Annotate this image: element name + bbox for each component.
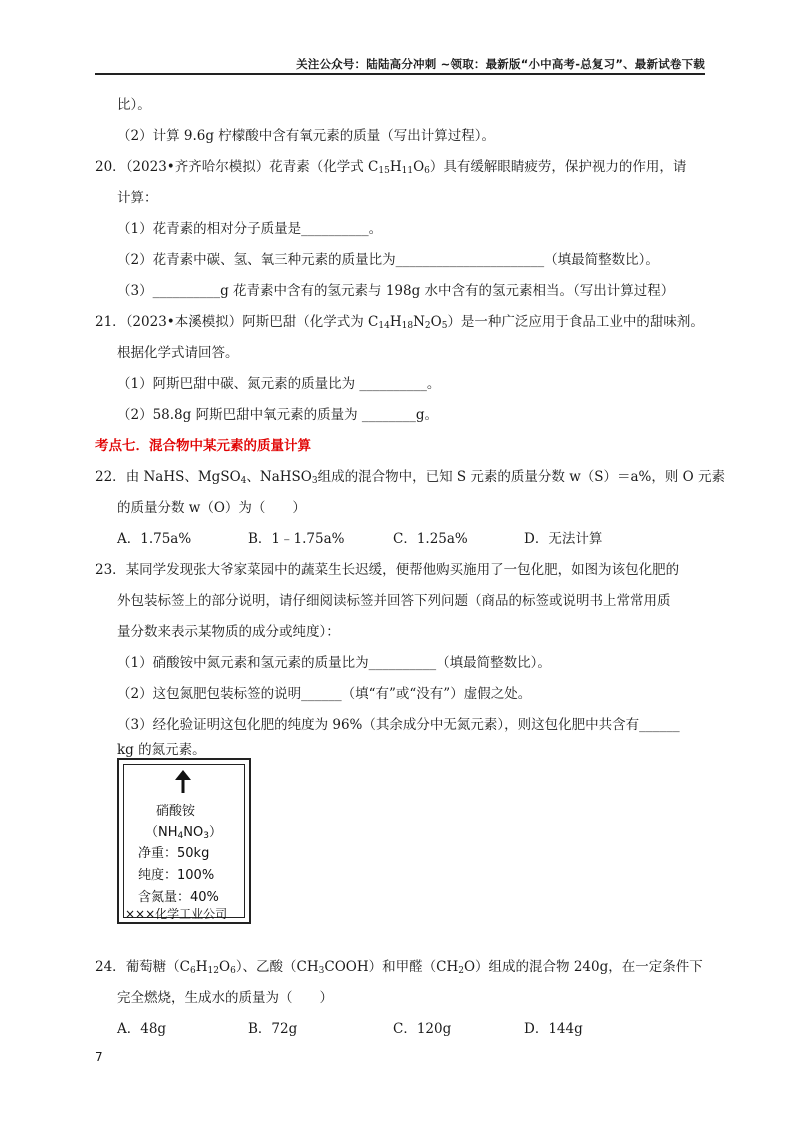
q20-number: 20． xyxy=(95,159,126,175)
page-number: 7 xyxy=(95,1050,103,1064)
q22-choice-c: C．1.25a% xyxy=(393,531,468,547)
q24-choice-b: B．72g xyxy=(248,1021,298,1037)
q22-choice-a: A．1.75a% xyxy=(117,531,192,547)
q24-stem2: 完全燃烧，生成水的质量为（ ） xyxy=(117,990,333,1006)
label-nitrogen-content: 含氮量：40% xyxy=(138,890,219,905)
q24-number: 24． xyxy=(95,959,126,975)
q23-part3b: kg 的氮元素。 xyxy=(117,742,206,758)
q20-stem: 20．（2023•齐齐哈尔模拟）花青素（化学式 $C_{15}H_{11}O_6$）具有缓解眼睛疲劳，保护视力的作用，请 xyxy=(95,159,687,176)
q22-number: 22． xyxy=(95,469,126,485)
q22-stem-part3: 组成的混合物中，已知 S 元素的质量分数 w（S）＝a%，则 O 元素 xyxy=(317,469,726,485)
label-net-weight: 净重：50kg xyxy=(138,846,210,861)
q21-source: （2023•本溪模拟）阿斯巴甜（化学式为 C xyxy=(125,314,379,330)
q22-stem2: 的质量分数 w（O）为（ ） xyxy=(117,500,306,516)
label-purity: 纯度：100% xyxy=(138,868,215,883)
q20-part2: （2）花青素中碳、氢、氧三种元素的质量比为______________________（填最简整数比）。 xyxy=(117,252,659,268)
q22-choice-d: D．无法计算 xyxy=(524,531,603,547)
label-formula-close: ） xyxy=(208,825,222,840)
q24-choice-a: A．48g xyxy=(117,1021,167,1037)
q24-stem: 24．葡萄糖$(C_6H_{12}O_6)$、乙酸$(CH_3COOH)$和甲醛$(CH_2O)$组成的混合物 240g，在一定条件下 xyxy=(95,959,703,976)
q24-stem-part3: COOH）和甲醛（CH xyxy=(324,959,459,975)
q24-stem-part1: 葡萄糖（C xyxy=(125,959,191,975)
q24-stem-part4: O）组成的混合物 240g，在一定条件下 xyxy=(463,959,703,975)
q21-part1: （1）阿斯巴甜中碳、氮元素的质量比为 __________。 xyxy=(117,376,441,392)
q22-stem: 22．由 NaHS、MgSO$_4$、NaHSO$_3$组成的混合物中，已知 S 元素的质量分数 w（S）＝a%，则 O 元素 xyxy=(95,469,726,486)
page-header: 关注公众号：陆陆高分冲刺 ~领取：最新版“小中高考-总复习”、最新试卷下载 xyxy=(95,56,705,75)
q20-source: （2023•齐齐哈尔模拟）花青素（化学式 C xyxy=(125,159,379,175)
q23-part1: （1）硝酸铵中氮元素和氢元素的质量比为__________（填最简整数比）。 xyxy=(117,655,551,671)
q20-part3: （3）__________g 花青素中含有的氢元素与 198g 水中含有的氢元素相当。（写出计算过程） xyxy=(117,283,675,299)
q20-part1: （1）花青素的相对分子质量是__________。 xyxy=(117,221,383,237)
q23-part3: （3）经化验证明这包化肥的纯度为 96%（其余成分中无氮元素），则这包化肥中共含有______ xyxy=(117,717,680,733)
q21-stem2: 根据化学式请回答。 xyxy=(117,345,239,361)
q24-choice-d: D．144g xyxy=(524,1021,583,1037)
q23-part2: （2）这包氮肥包装标签的说明______（填“有”或“没有”）虚假之处。 xyxy=(117,686,532,702)
q22-stem-part1: 由 NaHS、MgSO xyxy=(125,469,241,485)
section-title: 考点七．混合物中某元素的质量计算 xyxy=(95,438,311,454)
q21-stem-end: ）是一种广泛应用于食品工业中的甜味剂。 xyxy=(447,314,704,330)
q21-number: 21． xyxy=(95,314,126,330)
label-formula-open: （NH xyxy=(145,825,178,840)
q23-stem3: 量分数来表示某物质的成分或纯度）： xyxy=(117,624,340,640)
q19-part2: （2）计算 9.6g 柠檬酸中含有氧元素的质量（写出计算过程）。 xyxy=(117,128,496,144)
q23-stem-part1: 某同学发现张大爷家菜园中的蔬菜生长迟缓，便帮他购买施用了一包化肥，如图为该包化肥的 xyxy=(125,562,680,578)
q21-stem: 21．（2023•本溪模拟）阿斯巴甜（化学式为 $C_{14}H_{18}N_2O_5$）是一种广泛应用于食品工业中的甜味剂。 xyxy=(95,314,704,331)
up-arrow-icon xyxy=(173,770,193,794)
q24-choice-c: C．120g xyxy=(393,1021,452,1037)
q22-stem-part2: 、NaHSO xyxy=(246,469,312,485)
label-formula-mid: NO xyxy=(183,825,204,840)
q23-stem2: 外包装标签上的部分说明，请仔细阅读标签并回答下列问题（商品的标签或说明书上常常用质 xyxy=(117,593,671,609)
fertilizer-label xyxy=(117,758,251,924)
q21-part2: （2）58.8g 阿斯巴甜中氧元素的质量为 ________g。 xyxy=(117,407,439,423)
q24-stem-part2: ）、乙酸（CH xyxy=(235,959,319,975)
label-company: ×××化学工业公司 xyxy=(125,907,228,921)
q22-choice-b: B．1﹣1.75a% xyxy=(248,531,345,547)
q20-stem-end: ）具有缓解眼睛疲劳，保护视力的作用，请 xyxy=(429,159,687,175)
q23-stem xyxy=(95,560,679,580)
q19-tail: 比）。 xyxy=(117,97,151,113)
label-product-name: 硝酸铵 xyxy=(156,804,196,819)
q23-number: 23． xyxy=(95,562,126,578)
q20-stem2: 计算： xyxy=(117,190,158,206)
label-formula: $(NH_4NO_3)$ xyxy=(145,825,222,841)
